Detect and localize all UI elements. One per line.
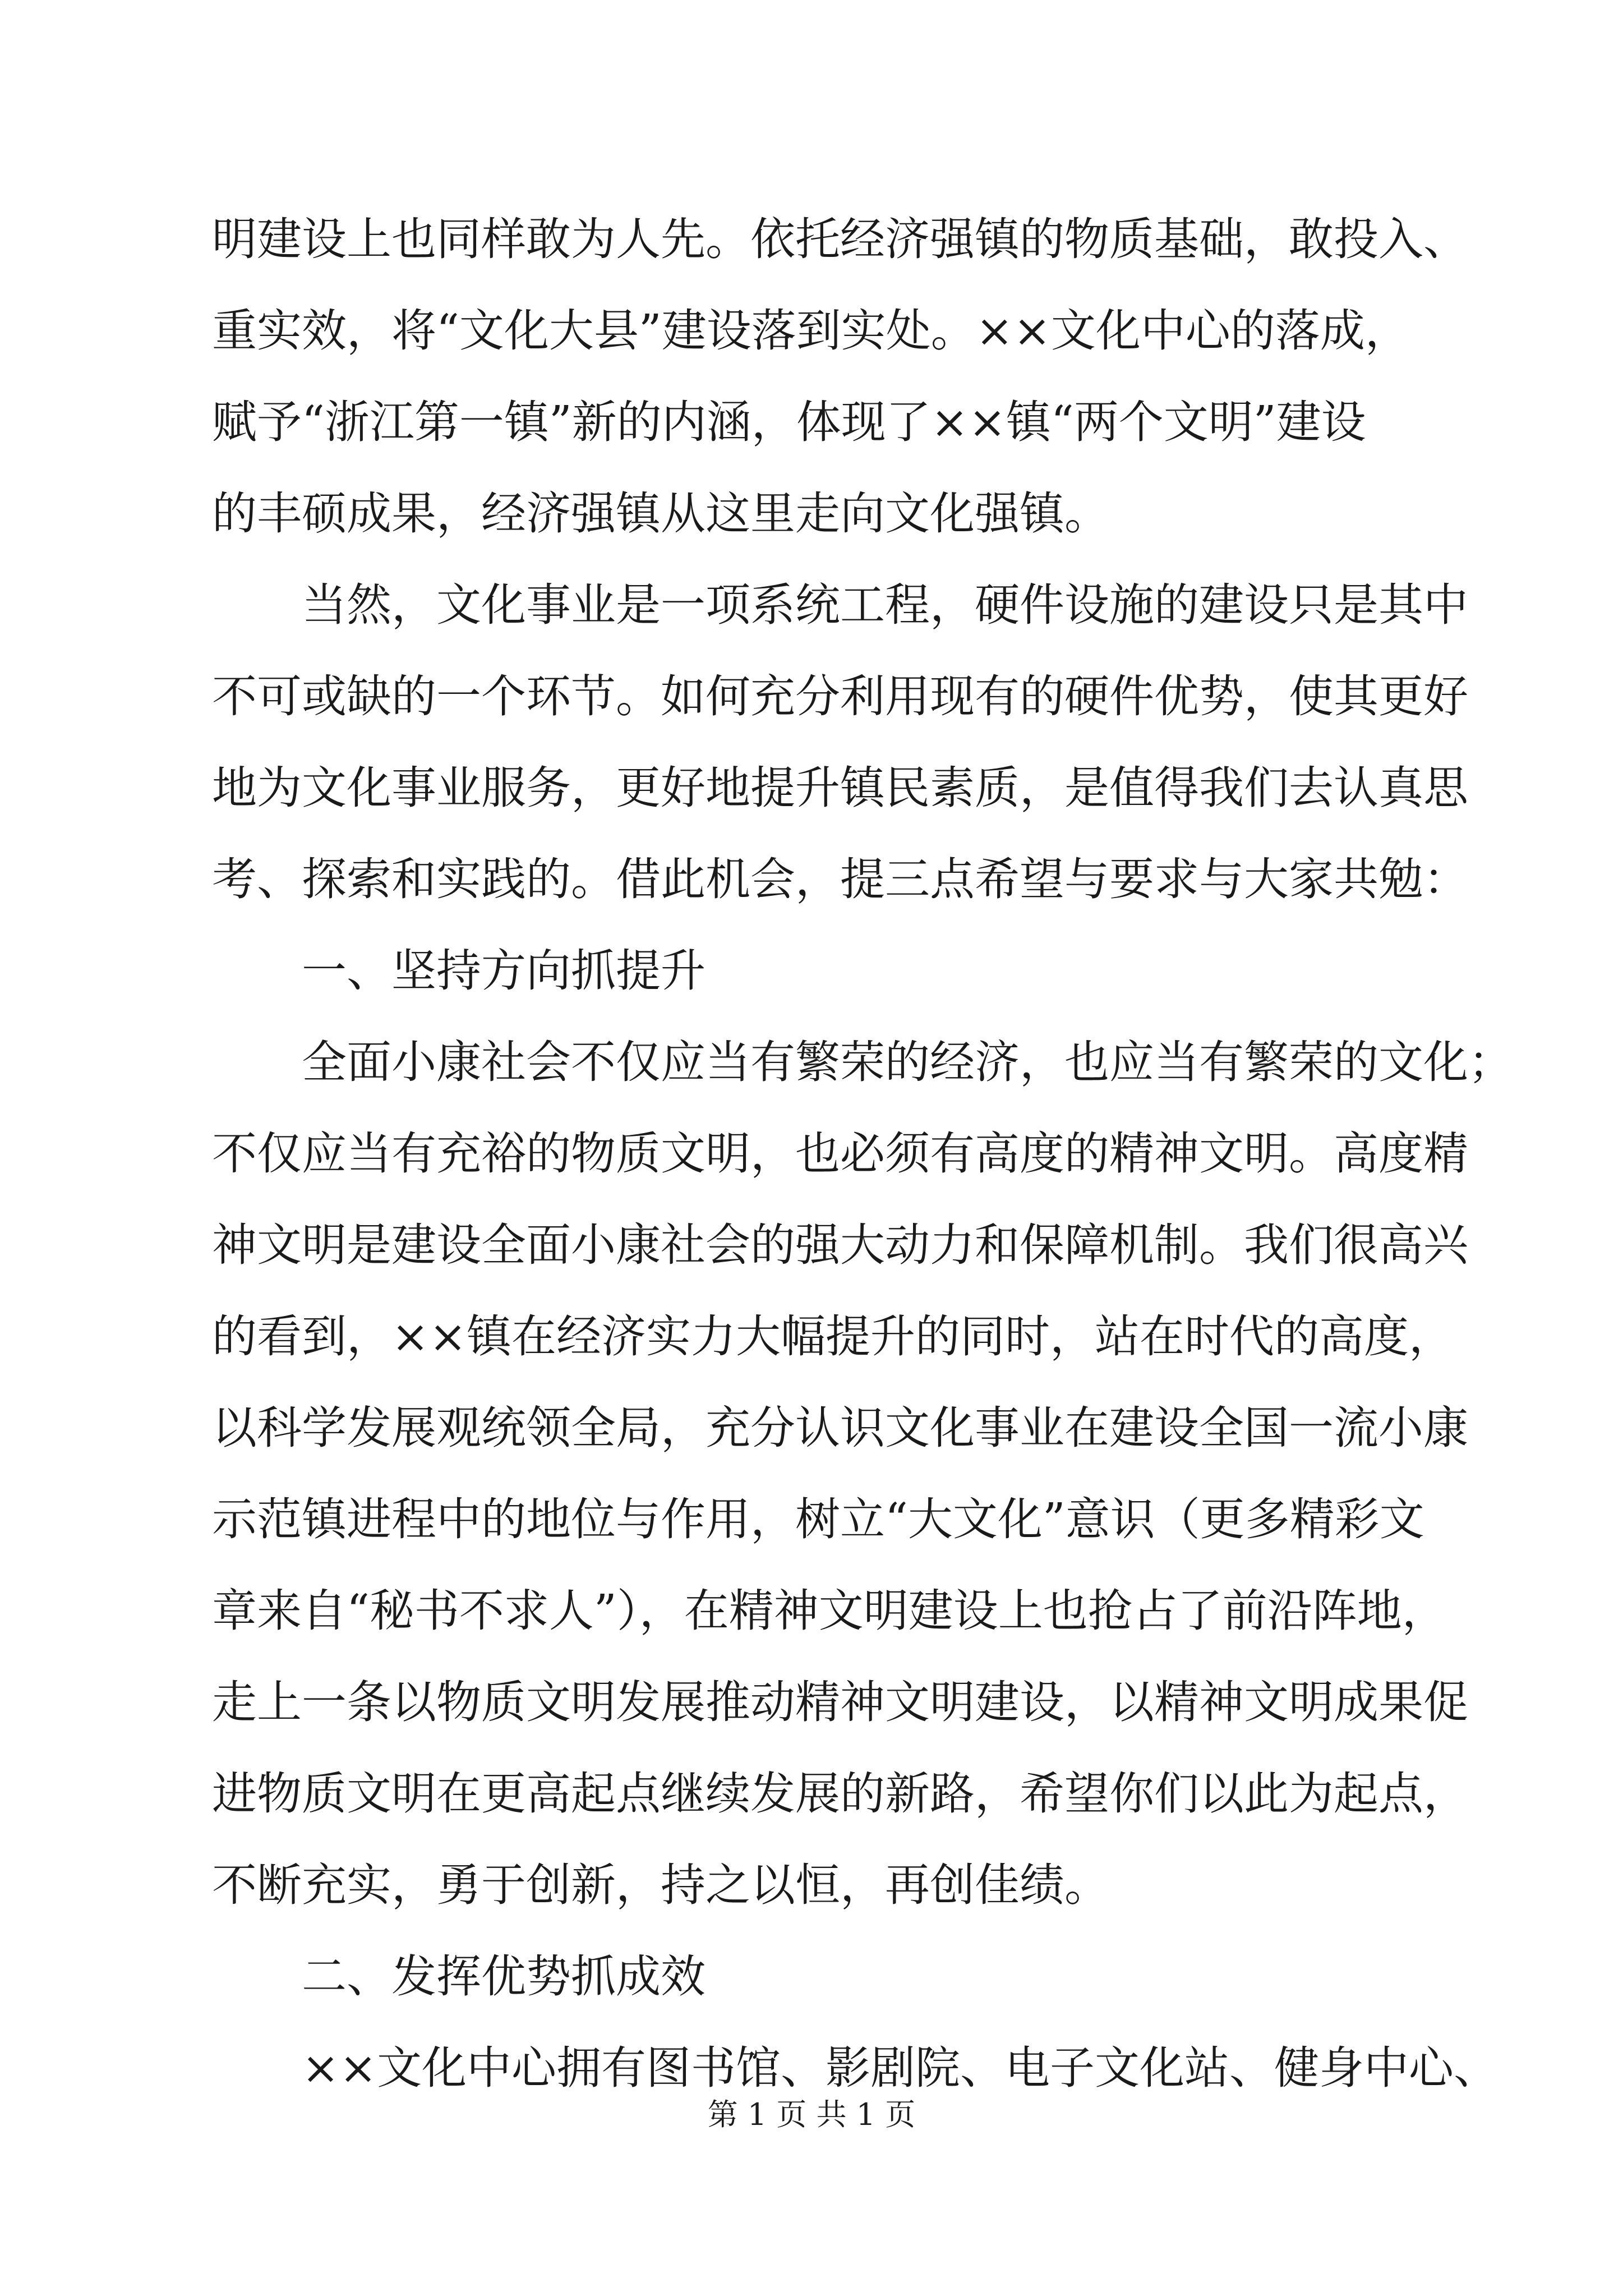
text-line: 以科学发展观统领全局，充分认识文化事业在建设全国一流小康 — [212, 1402, 1468, 1454]
text-line: 示范镇进程中的地位与作用，树立“大文化”意识（更多精彩文 — [212, 1493, 1424, 1545]
text-line: 的丰硕成果，经济强镇从这里走向文化强镇。 — [212, 487, 1109, 540]
text-line: 当然，文化事业是一项系统工程，硬件设施的建设只是其中 — [302, 579, 1468, 631]
text-line: 神文明是建设全面小康社会的强大动力和保障机制。我们很高兴 — [212, 1219, 1468, 1271]
text-line: 不仅应当有充裕的物质文明，也必须有高度的精神文明。高度精 — [212, 1128, 1468, 1180]
text-line: 章来自“秘书不求人”），在精神文明建设上也抢占了前沿阵地， — [212, 1585, 1447, 1637]
section-heading: 一、坚持方向抓提升 — [302, 945, 706, 997]
text-line: 的看到，××镇在经济实力大幅提升的同时，站在时代的高度， — [212, 1310, 1454, 1363]
section-heading: 二、发挥优势抓成效 — [302, 1950, 706, 2003]
text-line: 地为文化事业服务，更好地提升镇民素质，是值得我们去认真思 — [212, 762, 1468, 814]
text-line: 走上一条以物质文明发展推动精神文明建设，以精神文明成果促 — [212, 1676, 1468, 1728]
page-footer — [0, 2095, 1623, 2134]
page-number-label: 第 1 页 共 1 页 — [707, 2097, 916, 2132]
text-line: 不断充实，勇于创新，持之以恒，再创佳绩。 — [212, 1859, 1109, 1911]
text-line: 重实效，将“文化大县”建设落到实处。××文化中心的落成， — [212, 305, 1410, 357]
text-line: 不可或缺的一个环节。如何充分利用现有的硬件优势，使其更好 — [212, 670, 1468, 723]
body-text — [212, 194, 1513, 2114]
text-line: ××文化中心拥有图书馆、影剧院、电子文化站、健身中心、 — [302, 2042, 1499, 2094]
text-line: 明建设上也同样敢为人先。依托经济强镇的物质基础，敢投入、 — [212, 213, 1468, 265]
text-line: 全面小康社会不仅应当有繁荣的经济，也应当有繁荣的文化； — [302, 1036, 1513, 1088]
text-line: 赋予“浙江第一镇”新的内涵，体现了××镇“两个文明”建设 — [212, 396, 1366, 448]
text-line: 进物质文明在更高起点继续发展的新路，希望你们以此为起点， — [212, 1768, 1468, 1820]
text-line: 考、探索和实践的。借此机会，提三点希望与要求与大家共勉： — [212, 853, 1468, 905]
